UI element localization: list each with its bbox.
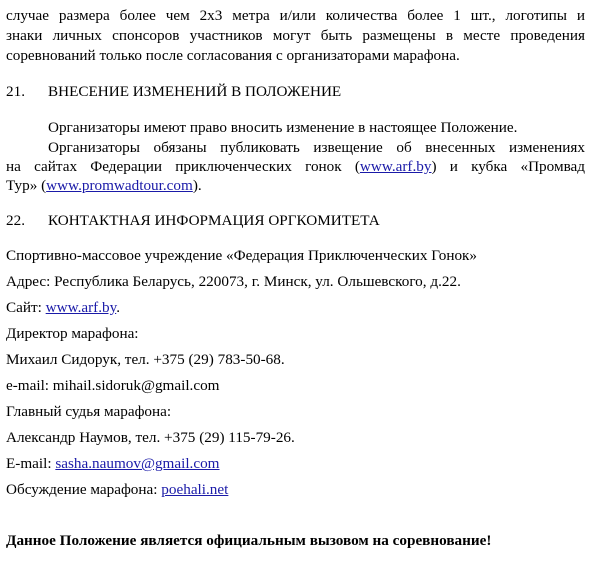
address: Адрес: Республика Беларусь, 220073, г. Минск, ул. Ольшевского, д.22. [6,273,461,290]
site-link[interactable]: www.arf.by [45,299,117,316]
intro-line-1: случае размера более чем 2х3 метра и/или количества более 1 шт., логотипы и [6,7,585,24]
site-line [6,298,585,318]
arf-link[interactable]: www.arf.by [359,158,432,175]
text-fragment: Тур» ( [6,177,47,194]
section-22-number: 22. [6,212,25,229]
text-fragment: ) и кубка «Промвад [431,158,586,175]
email-label: E-mail: [6,455,56,472]
promwadtour-link[interactable]: www.promwadtour.com [46,177,193,194]
section-21-title: ВНЕСЕНИЕ ИЗМЕНЕНИЙ В ПОЛОЖЕНИЕ [48,83,342,100]
site-label: Сайт: [6,299,46,316]
text-fragment: на сайтах Федерации приключенческих гонок ( [6,158,360,175]
section-21-paragraph-2-line-1: Организаторы обязаны публиковать извещение об внесенных изменениях [48,139,585,156]
section-21-paragraph-2-line-3 [6,176,585,196]
official-challenge-statement: Данное Положение является официальным вызовом на соревнование! [6,532,492,549]
judge-email-line [6,454,585,474]
section-22-heading [6,211,380,231]
judge-contact: Александр Наумов, тел. +375 (29) 115-79-26. [6,429,295,446]
organization-name: Спортивно-массовое учреждение «Федерация Приключенческих Гонок» [6,247,478,264]
section-21-heading [6,82,341,102]
text-fragment: ). [192,177,202,194]
judge-label: Главный судья марафона: [6,403,172,420]
section-21-paragraph-1: Организаторы имеют право вносить изменение в настоящее Положение. [48,119,518,136]
director-contact: Михаил Сидорук, тел. +375 (29) 783-50-68. [6,351,285,368]
discussion-line [6,480,585,500]
intro-line-3: соревнований только после согласования с организаторами марафона. [6,47,460,64]
director-label: Директор марафона: [6,325,139,342]
section-22-title: КОНТАКТНАЯ ИНФОРМАЦИЯ ОРГКОМИТЕТА [48,212,380,229]
section-21-number: 21. [6,83,25,100]
discussion-label: Обсуждение марафона: [6,481,162,498]
judge-email-link[interactable]: sasha.naumov@gmail.com [55,455,220,472]
discussion-link[interactable]: poehali.net [161,481,229,498]
section-21-paragraph-2-line-2 [6,157,585,177]
director-email: e-mail: mihail.sidoruk@gmail.com [6,377,220,394]
intro-line-2: знаки личных спонсоров участников могут быть размещены в месте проведения [6,27,585,44]
text-fragment: . [116,299,121,316]
